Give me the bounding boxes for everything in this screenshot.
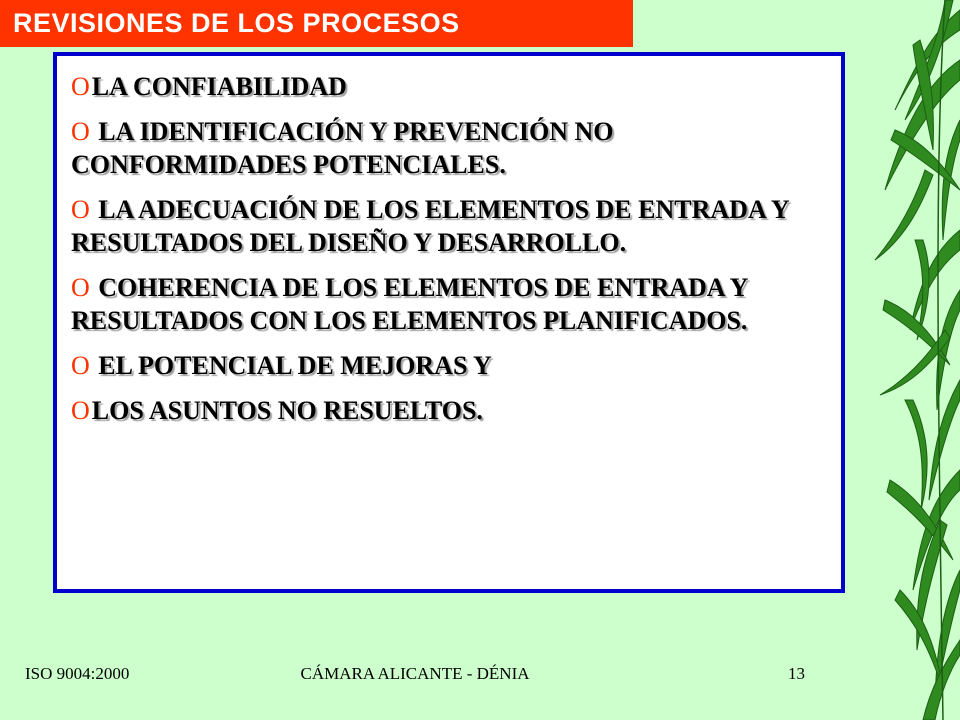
slide-title: REVISIONES DE LOS PROCESOS (13, 8, 460, 38)
bullet-marker: O (71, 273, 90, 302)
list-item (71, 70, 821, 103)
bullet-text: EL POTENCIAL DE MEJORAS Y (91, 351, 492, 380)
bamboo-leaves-icon (825, 0, 960, 720)
bullet-marker: O (71, 72, 90, 101)
page-number: 13 (788, 664, 805, 683)
bullet-marker: O (71, 117, 90, 146)
bullet-text: LA IDENTIFICACIÓN Y PREVENCIÓN NO CONFORMIDADES POTENCIALES. (71, 117, 614, 179)
title-banner (0, 0, 633, 47)
list-item (71, 115, 821, 181)
list-item (71, 349, 821, 382)
footer-organization: CÁMARA ALICANTE - DÉNIA (300, 664, 530, 683)
list-item (71, 193, 821, 259)
bullet-marker: O (71, 351, 90, 380)
bullet-list (57, 56, 841, 427)
bullet-text: COHERENCIA DE LOS ELEMENTOS DE ENTRADA Y RESULTADOS CON LOS ELEMENTOS PLANIFICADOS. (71, 273, 748, 335)
bullet-text: LA CONFIABILIDAD (91, 72, 347, 101)
content-box (53, 52, 845, 593)
list-item (71, 271, 821, 337)
bullet-text: LA ADECUACIÓN DE LOS ELEMENTOS DE ENTRADA Y RESULTADOS DEL DISEÑO Y DESARROLLO. (71, 195, 789, 257)
list-item (71, 394, 821, 427)
footer-standard: ISO 9004:2000 (25, 664, 130, 683)
bullet-marker: O (71, 195, 90, 224)
bullet-text: LOS ASUNTOS NO RESUELTOS. (91, 396, 483, 425)
bullet-marker: O (71, 396, 90, 425)
